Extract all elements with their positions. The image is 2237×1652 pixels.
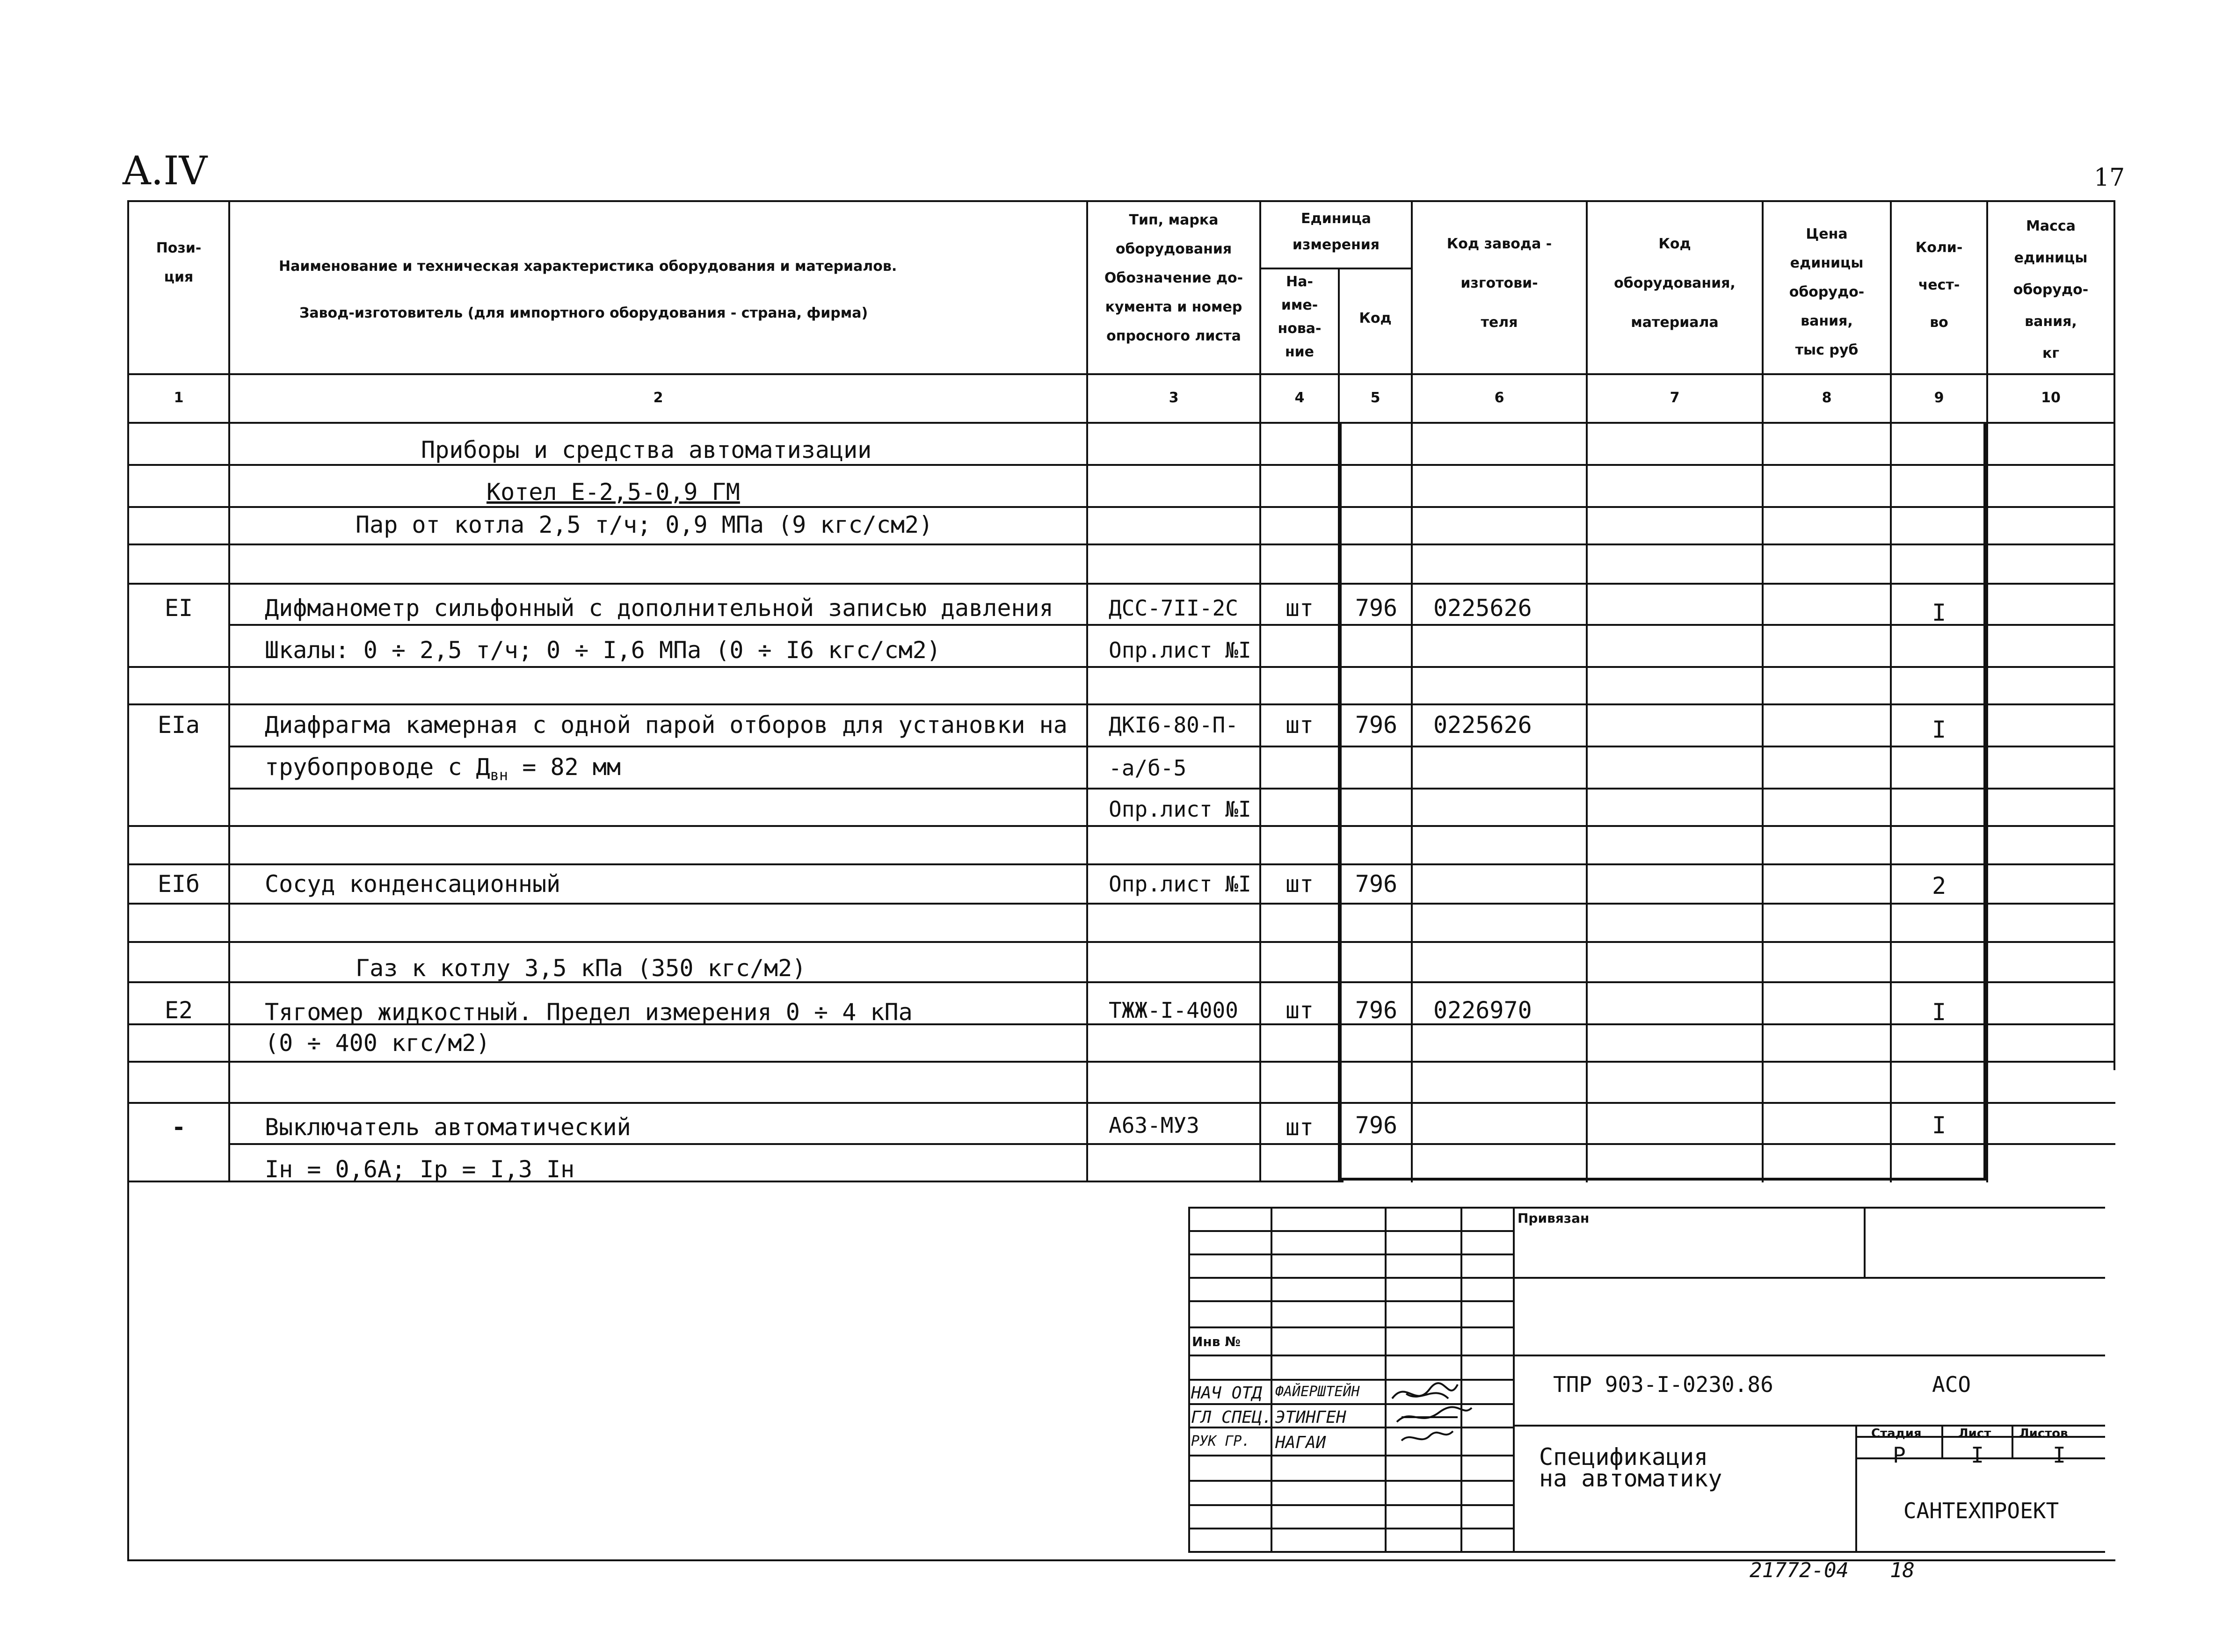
signer-role: РУК ГР. (1191, 1433, 1250, 1449)
table-row-unit: шт (1285, 594, 1314, 622)
table-row-type: Опр.лист №I (1109, 871, 1251, 897)
header-name: Наименование и техническая характеристика оборудования и материалов. Завод-изготовитель (для импортного оборудования - страна, фирма) (279, 258, 897, 321)
organization-name: САНТЕХПРОЕКТ (1903, 1498, 2059, 1523)
header-equipment-code: Код оборудования, материала (1614, 236, 1736, 331)
table-row-position: EI (164, 594, 193, 622)
column-number: 3 (1169, 390, 1179, 406)
table-row-unit-code: 796 (1355, 997, 1398, 1024)
signer-name: ЭТИНГЕН (1275, 1408, 1346, 1427)
header-unit-name: На- име- нова- ние (1278, 274, 1322, 360)
table-row-unit-code: 796 (1355, 1112, 1398, 1139)
header-unit: Единица измерения (1292, 210, 1380, 253)
column-number: 5 (1370, 390, 1380, 406)
column-number: 1 (174, 390, 184, 406)
table-row-unit: шт (1285, 870, 1314, 898)
table-row-position: EIб (157, 870, 200, 898)
table-row-name: трубопроводе с $Д_{вн} = 82$ мм (265, 754, 621, 784)
table-row-factory-code: 0225626 (1433, 594, 1532, 622)
project-code: ТПР 903-I-0230.86 (1553, 1372, 1773, 1397)
document-title: Спецификация (1539, 1443, 1708, 1471)
table-row-name: Сосуд конденсационный (265, 870, 561, 898)
sheet-value: I (1971, 1442, 1984, 1468)
gas-title: Газ к котлу 3,5 кПа (350 кгс/м2) (356, 955, 806, 982)
stage-value: Р (1893, 1442, 1906, 1468)
document-title: на автоматику (1539, 1465, 1722, 1492)
signer-name: НАГАИ (1275, 1433, 1326, 1452)
table-row-name: Диафрагма камерная с одной парой отборов для установки на (265, 711, 1068, 739)
table-row-quantity: I (1932, 599, 1946, 626)
table-row-unit-code: 796 (1355, 711, 1398, 739)
table-row-unit: шт (1285, 997, 1314, 1024)
table-row-name: Тягомер жидкостный. Предел измерения 0 ÷ 4 кПа (265, 999, 913, 1026)
header-factory-code: Код завода - изготови- теля (1446, 236, 1552, 331)
table-row-factory-code: 0226970 (1433, 997, 1532, 1024)
bottom-page-number: 18 (1890, 1558, 1915, 1582)
table-row-quantity: 2 (1932, 872, 1946, 899)
column-number: 9 (1934, 390, 1944, 406)
column-number: 6 (1494, 390, 1504, 406)
column-number: 4 (1294, 390, 1305, 406)
attached-label: Привязан (1518, 1210, 1590, 1226)
table-row-name: Выключатель автоматический (265, 1114, 631, 1141)
sheet-corner-mark: A.IV (123, 148, 208, 194)
header-price: Цена единицы оборудо- вания, тыс руб (1789, 226, 1865, 358)
table-row-quantity: I (1932, 716, 1946, 743)
signer-role: НАЧ ОТД (1191, 1384, 1262, 1403)
inventory-label: Инв № (1192, 1334, 1241, 1349)
column-number: 7 (1670, 390, 1680, 406)
header-quantity: Коли- чест- во (1915, 239, 1963, 331)
header-mass: Масса единицы оборудо- вания, кг (2013, 218, 2089, 362)
table-row-quantity: I (1932, 1112, 1946, 1139)
table-row-type: -а/б-5 (1109, 755, 1187, 781)
table-row-name: Шкалы: 0 ÷ 2,5 т/ч; 0 ÷ I,6 МПа (0 ÷ I6 кгс/см2) (265, 637, 941, 664)
archive-number: 21772-04 (1750, 1558, 1849, 1582)
sheets-value: I (2053, 1442, 2066, 1468)
table-row-unit-code: 796 (1355, 594, 1398, 622)
table-row-unit-code: 796 (1355, 870, 1398, 898)
table-row-type: ДСС-7II-2С (1109, 595, 1238, 621)
signature-mark (1387, 1370, 1528, 1455)
header-unit-code: Код (1359, 310, 1392, 326)
table-row-name: Iн = 0,6А; Iр = I,3 Iн (265, 1156, 575, 1183)
steam-title: Пар от котла 2,5 т/ч; 0,9 МПа (9 кгс/см2) (356, 511, 933, 538)
sheet-label: Лист (1958, 1427, 1991, 1441)
project-mark: АСО (1932, 1372, 1971, 1397)
table-row-type: А63-МУЗ (1109, 1113, 1199, 1138)
table-row-name: Дифманометр сильфонный с дополнительной записью давления (265, 594, 1053, 622)
table-row-quantity: I (1932, 999, 1946, 1026)
table-row-type: Опр.лист №I (1109, 638, 1251, 663)
header-position: Пози- ция (156, 240, 202, 285)
table-row-factory-code: 0225626 (1433, 711, 1532, 739)
signer-name: ФАЙЕРШТЕЙН (1275, 1384, 1360, 1400)
table-row-position: EIa (157, 711, 200, 739)
table-row-type: ТЖЖ-I-4000 (1109, 998, 1238, 1023)
stage-label: Стадия (1871, 1427, 1922, 1441)
table-row-type: Опр.лист №I (1109, 797, 1251, 822)
table-row-position: E2 (164, 997, 193, 1024)
section-title: Приборы и средства автоматизации (421, 436, 872, 464)
column-number: 2 (653, 390, 663, 406)
table-row-unit: шт (1285, 711, 1314, 739)
table-row-position: - (171, 1114, 186, 1141)
header-type: Тип, марка оборудования Обозначение до- кумента и номер опросного листа (1104, 212, 1243, 344)
signer-role: ГЛ СПЕЦ. (1191, 1408, 1272, 1427)
table-row-name: (0 ÷ 400 кгс/м2) (265, 1029, 490, 1057)
boiler-title: Котел Е-2,5-0,9 ГМ (487, 478, 740, 506)
table-row-unit: шт (1285, 1114, 1314, 1141)
sheets-label: Листов (2019, 1427, 2068, 1441)
column-number: 10 (2041, 390, 2061, 406)
column-number: 8 (1822, 390, 1832, 406)
page-number: 17 (2094, 164, 2125, 192)
table-row-type: ДКI6-80-П- (1109, 712, 1238, 738)
